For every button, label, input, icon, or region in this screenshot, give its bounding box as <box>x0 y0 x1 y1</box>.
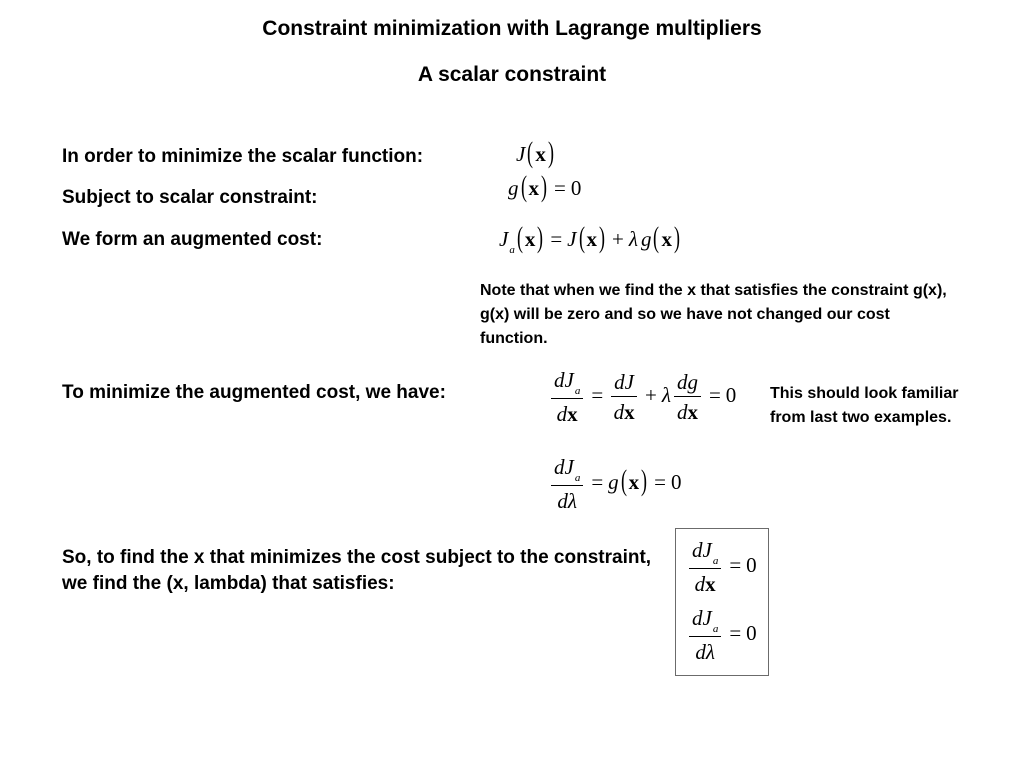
cost-function-equation: J(x) <box>516 136 554 169</box>
augmented-cost-equation: $J_a(x) = J(x) + \lambda$ g(x) <box>499 221 680 256</box>
slide-subtitle: A scalar constraint <box>417 63 607 86</box>
constraint-label: Subject to scalar constraint: <box>62 187 318 208</box>
constraint-equation: g(x) = 0 <box>508 170 582 203</box>
solution-box <box>675 528 769 676</box>
conclusion-label: So, to find the x that minimizes the cost subject to the constraint, we find the (x, lambda) that satisfies: <box>62 547 652 594</box>
boxed-derivative-x: $\frac{dJ_a}{dx}$ = 0 <box>686 539 757 595</box>
slide-title: Constraint minimization with Lagrange multipliers <box>262 17 762 40</box>
augmented-label: We form an augmented cost: <box>62 229 323 250</box>
derivative-lambda-equation: $\frac{dJ_a}{d\lambda}$ = g(x) = 0 <box>548 456 682 512</box>
note-cost-unchanged: Note that when we find the x that satisfies the constraint g(x), g(x) will be zero and so we have not changed our cost function. <box>480 282 947 347</box>
boxed-derivative-lambda: $\frac{dJ_a}{d\lambda}$ = 0 <box>686 607 757 663</box>
minimize-label: In order to minimize the scalar function: <box>62 146 424 167</box>
minimize-augmented-label: To minimize the augmented cost, we have: <box>62 382 446 403</box>
note-familiar: This should look familiar from last two examples. <box>770 385 959 426</box>
derivative-x-equation: $\frac{dJ_a}{dx}$ = $\frac{dJ}{dx}$ + λ $\frac{dg}{dx}$ = 0 <box>548 369 736 425</box>
